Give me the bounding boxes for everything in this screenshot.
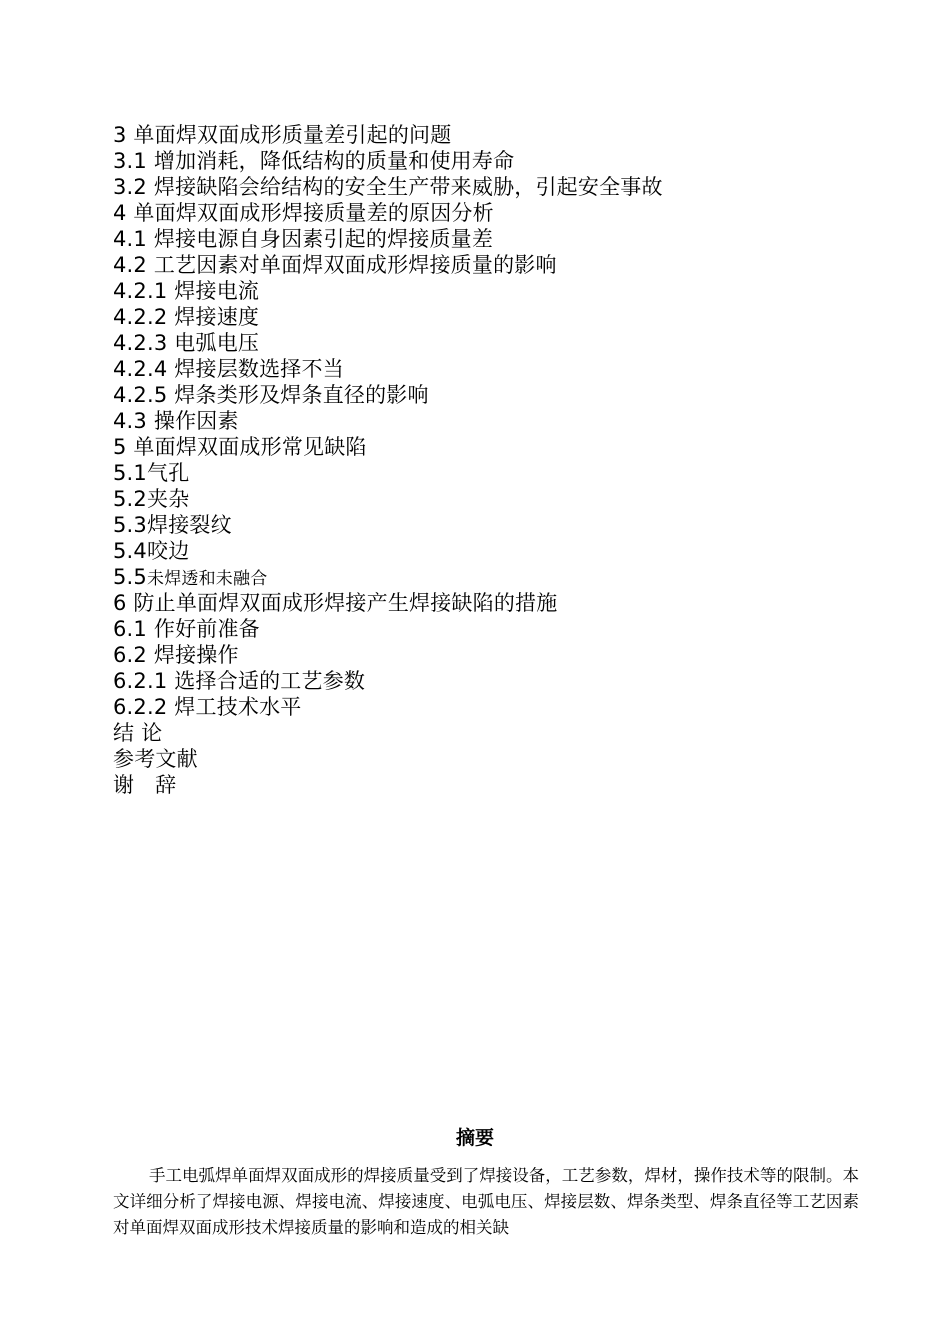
toc-entry-5-3: 5.3焊接裂纹 xyxy=(113,513,232,537)
toc-entry-references: 参考文献 xyxy=(113,747,198,771)
toc-entry-3-2: 3.2 焊接缺陷会给结构的安全生产带来威胁，引起安全事故 xyxy=(113,175,663,199)
toc-entry-4-1: 4.1 焊接电源自身因素引起的焊接质量差 xyxy=(113,227,494,251)
toc-entry-5-5 xyxy=(113,564,873,590)
table-of-contents xyxy=(113,122,873,798)
toc-entry-4-2: 4.2 工艺因素对单面焊双面成形焊接质量的影响 xyxy=(113,253,557,277)
toc-entry-6-1: 6.1 作好前准备 xyxy=(113,617,260,641)
toc-entry-6: 6 防止单面焊双面成形焊接产生焊接缺陷的措施 xyxy=(113,591,558,615)
abstract-title: 摘要 xyxy=(455,1127,494,1149)
toc-entry-4-2-2: 4.2.2 焊接速度 xyxy=(113,305,260,329)
toc-entry-4-2-1: 4.2.1 焊接电流 xyxy=(113,279,260,303)
abstract-body: 手工电弧焊单面焊双面成形的焊接质量受到了焊接设备，工艺参数，焊材，操作技术等的限制。本文详细分析了焊接电源、焊接电流、焊接速度、电弧电压、焊接层数、焊条类型、焊条直径等工艺因素对单面焊双面成形技术焊接质量的影响和造成的相关缺 xyxy=(113,1166,859,1237)
toc-entry-5-4: 5.4咬边 xyxy=(113,539,190,563)
toc-entry-conclusion: 结 论 xyxy=(113,721,163,745)
toc-entry-6-2: 6.2 焊接操作 xyxy=(113,643,239,667)
toc-entry-4: 4 单面焊双面成形焊接质量差的原因分析 xyxy=(113,201,494,225)
toc-entry-3: 3 单面焊双面成形质量差引起的问题 xyxy=(113,123,452,147)
toc-entry-5-2: 5.2夹杂 xyxy=(113,487,190,511)
toc-entry-5-1: 5.1气孔 xyxy=(113,461,190,485)
toc-entry-acknowledgements: 谢 辞 xyxy=(113,773,177,797)
toc-entry-4-2-3: 4.2.3 电弧电压 xyxy=(113,331,260,355)
toc-entry-3-1: 3.1 增加消耗，降低结构的质量和使用寿命 xyxy=(113,149,515,173)
toc-entry-6-2-2: 6.2.2 焊工技术水平 xyxy=(113,695,302,719)
toc-entry-5-5-number: 5.5 xyxy=(113,565,147,589)
toc-entry-5-5-title: 未焊透和未融合 xyxy=(147,569,268,589)
toc-entry-4-2-5: 4.2.5 焊条类形及焊条直径的影响 xyxy=(113,383,429,407)
toc-entry-6-2-1: 6.2.1 选择合适的工艺参数 xyxy=(113,669,366,693)
toc-entry-5: 5 单面焊双面成形常见缺陷 xyxy=(113,435,367,459)
toc-entry-4-3: 4.3 操作因素 xyxy=(113,409,239,433)
toc-entry-4-2-4: 4.2.4 焊接层数选择不当 xyxy=(113,357,344,381)
